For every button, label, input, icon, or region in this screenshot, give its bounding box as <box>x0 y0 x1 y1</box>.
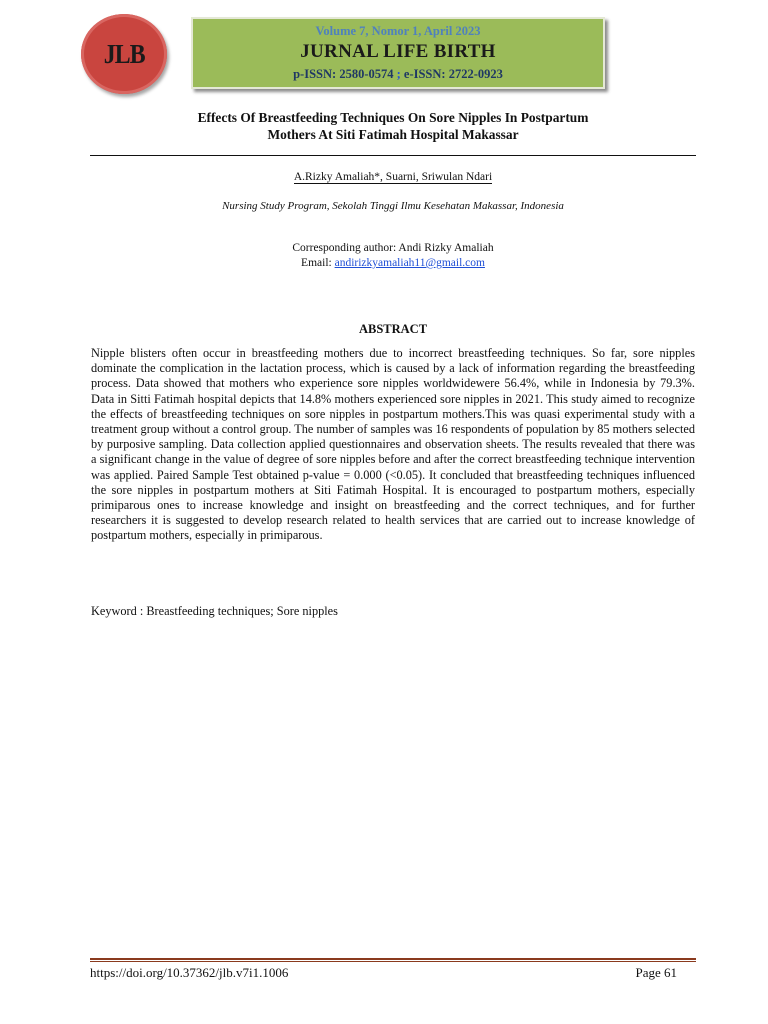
correspondence <box>90 241 696 271</box>
doi-link[interactable]: https://doi.org/10.37362/jlb.v7i1.1006 <box>90 965 289 980</box>
journal-logo <box>81 14 167 94</box>
affiliation: Nursing Study Program, Sekolah Tinggi Ilmu Kesehatan Makassar, Indonesia <box>222 200 564 212</box>
eissn-value: 2722-0923 <box>448 67 503 81</box>
article-title <box>90 109 696 143</box>
issn-separator: ; <box>393 67 404 81</box>
footer-divider-thin <box>90 961 696 962</box>
pissn-value: 2580-0574 <box>339 67 394 81</box>
authors-text: A.Rizky Amaliah*, Suarni, Sriwulan Ndari <box>293 171 493 183</box>
corresponding-author: Corresponding author: Andi Rizky Amaliah <box>292 242 494 254</box>
issn-line <box>193 67 603 82</box>
email-line <box>90 256 696 271</box>
keywords-text: Breastfeeding techniques; Sore nipples <box>146 604 338 618</box>
keyword-label: Keyword : <box>91 604 147 618</box>
title-line-2: Mothers At Siti Fatimah Hospital Makassar <box>267 127 519 142</box>
author-list <box>90 171 696 183</box>
page-number: Page 61 <box>635 965 677 980</box>
footer-divider-thick <box>90 958 696 960</box>
volume-info: Volume 7, Nomor 1, April 2023 <box>315 24 481 38</box>
keywords-line <box>91 604 338 619</box>
abstract-body: Nipple blisters often occur in breastfeeding mothers due to incorrect breastfeeding techniques. So far, sore nipples dominate the complication in the lactation process, which is caused by a lack of information regarding the breastfeeding process. Data showed that mothers who experience sore nipples worldwidewere 56.4%, while in Indonesia by 79.3%. Data in Sitti Fatimah hospital depicts that 14.8% mothers experienced sore nipples in 2021. This study aimed to recognize the effects of breastfeeding techniques on sore nipples in postpartum mothers.This was quasi experimental study with a treatment group without a control group. The number of samples was 16 respondents of population by 85 mothers selected by purposive sampling. Data collection applied questionnaires and observation sheets. The results revealed that there was a significant change in the value of degree of sore nipples before and after the correct breastfeeding technique intervention was applied. Paired Sample Test obtained p-value = 0.000 (<0.05). It concluded that breastfeeding techniques influenced the sore nipples in postpartum mothers at Siti Fatimah Hospital. It is encouraged to postpartum mothers, especially primiparous ones to increase knowledge and insight on breastfeeding and the correct techniques, and for further researchers it is suggested to develop research related to health services that are carried out to increase knowledge of postpartum mothers, especially in primiparous. <box>91 346 695 543</box>
pissn-label: p-ISSN: <box>293 67 340 81</box>
title-divider <box>90 155 696 156</box>
title-line-1: Effects Of Breastfeeding Techniques On Sore Nipples In Postpartum <box>197 110 589 125</box>
journal-banner <box>191 17 605 89</box>
eissn-label: e-ISSN: <box>403 67 449 81</box>
email-label: Email: <box>301 257 335 269</box>
journal-name: JURNAL LIFE BIRTH <box>300 41 496 62</box>
logo-text: JLB <box>103 38 145 69</box>
email-link[interactable]: andirizkyamaliah11@gmail.com <box>334 257 485 269</box>
abstract-heading: ABSTRACT <box>358 322 428 336</box>
